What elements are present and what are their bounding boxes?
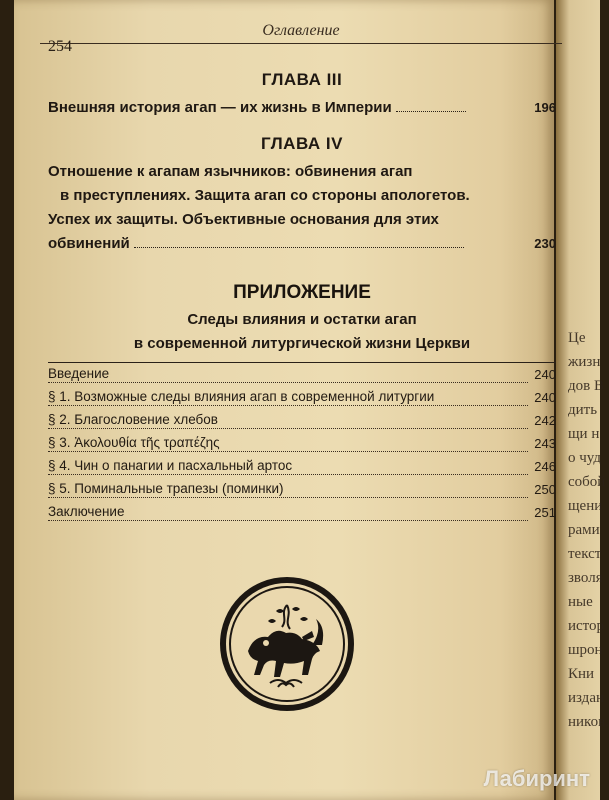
chapter-heading: ГЛАВА IV bbox=[261, 134, 343, 153]
toc-item-label: Заключение bbox=[48, 504, 125, 519]
facing-page-text: зволя bbox=[568, 570, 603, 586]
chapter-heading: ГЛАВА III bbox=[261, 70, 343, 89]
toc-content bbox=[48, 52, 556, 524]
facing-page-text: щи н bbox=[568, 426, 600, 442]
toc-item-label: Введение bbox=[48, 366, 110, 381]
toc-item bbox=[48, 455, 556, 478]
running-title: Оглавление bbox=[262, 22, 340, 39]
chapter-entry-line: Отношение к агапам язычников: обвинения агап bbox=[48, 163, 413, 180]
facing-page-text: Це bbox=[568, 330, 586, 346]
dot-leader bbox=[396, 111, 466, 112]
toc-item bbox=[48, 409, 556, 432]
facing-page-text: издан bbox=[568, 690, 604, 706]
appendix-title: ПРИЛОЖЕНИЕ bbox=[233, 282, 371, 303]
facing-page-text: дить bbox=[568, 402, 598, 418]
header-rule bbox=[40, 43, 562, 44]
appendix-subtitle: в современной литургической жизни Церкви bbox=[133, 335, 471, 352]
toc-item-label: § 5. Поминальные трапезы (поминки) bbox=[48, 481, 284, 496]
chapter-page-number: 230 bbox=[534, 236, 556, 251]
toc-item bbox=[48, 478, 556, 501]
dot-leader bbox=[48, 497, 528, 498]
toc-item bbox=[48, 501, 556, 524]
facing-page-text: ные bbox=[568, 594, 593, 610]
toc-item-label: § 1. Возможные следы влияния агап в современной литургии bbox=[48, 389, 435, 404]
page-number: 254 bbox=[48, 38, 72, 55]
appendix-list bbox=[48, 363, 556, 524]
facing-page-text: рами bbox=[568, 522, 600, 538]
chapter-entry-line: обвинений bbox=[48, 235, 130, 252]
toc-item-page: 250 bbox=[534, 482, 556, 497]
facing-page-text: о чуд bbox=[568, 450, 601, 466]
toc-item-page: 251 bbox=[534, 505, 556, 520]
chapter-entry-line: в преступлениях. Защита агап со стороны апологетов. bbox=[60, 187, 470, 204]
chapter-page-number: 196 bbox=[534, 100, 556, 115]
chapter-entry-line: Успех их защиты. Объективные основания для этих bbox=[48, 211, 439, 228]
dot-leader bbox=[48, 428, 528, 429]
watermark: Лабиринт bbox=[483, 766, 590, 791]
toc-item bbox=[48, 432, 556, 455]
facing-page-edge bbox=[556, 0, 609, 800]
facing-page-text: Кни bbox=[568, 666, 595, 682]
dot-leader bbox=[134, 247, 464, 248]
appendix-subtitle: Следы влияния и остатки агап bbox=[187, 311, 417, 328]
dot-leader bbox=[48, 451, 528, 452]
facing-page-text: шрон bbox=[568, 642, 603, 658]
facing-page-text: текст bbox=[568, 546, 602, 562]
chapter-entry bbox=[48, 160, 556, 256]
toc-item-label: § 2. Благословение хлебов bbox=[48, 412, 218, 427]
facing-page-text: истор bbox=[568, 618, 605, 634]
lion-emblem-icon bbox=[218, 575, 356, 713]
toc-item-label: § 4. Чин о панагии и пасхальный артос bbox=[48, 458, 293, 473]
toc-item-label: § 3. Ἀκολουθία τῆς τραπέζης bbox=[48, 435, 220, 450]
toc-item-page: 240 bbox=[534, 367, 556, 382]
dot-leader bbox=[48, 474, 528, 475]
chapter-entry-text: Внешняя история агап — их жизнь в Империи bbox=[48, 99, 392, 116]
dot-leader bbox=[48, 520, 528, 521]
facing-page-text: жизн bbox=[568, 354, 601, 370]
facing-page-text: собой bbox=[568, 474, 606, 490]
facing-page-text: щени bbox=[568, 498, 603, 514]
facing-page-text: дов В bbox=[568, 378, 604, 394]
chapter-entry bbox=[48, 96, 556, 120]
toc-item-page: 243 bbox=[534, 436, 556, 451]
toc-item bbox=[48, 363, 556, 386]
toc-item bbox=[48, 386, 556, 409]
dot-leader bbox=[48, 405, 528, 406]
toc-item-page: 246 bbox=[534, 459, 556, 474]
dot-leader bbox=[48, 382, 528, 383]
toc-item-page: 240 bbox=[534, 390, 556, 405]
toc-item-page: 242 bbox=[534, 413, 556, 428]
facing-page-text: ников. bbox=[568, 714, 609, 730]
